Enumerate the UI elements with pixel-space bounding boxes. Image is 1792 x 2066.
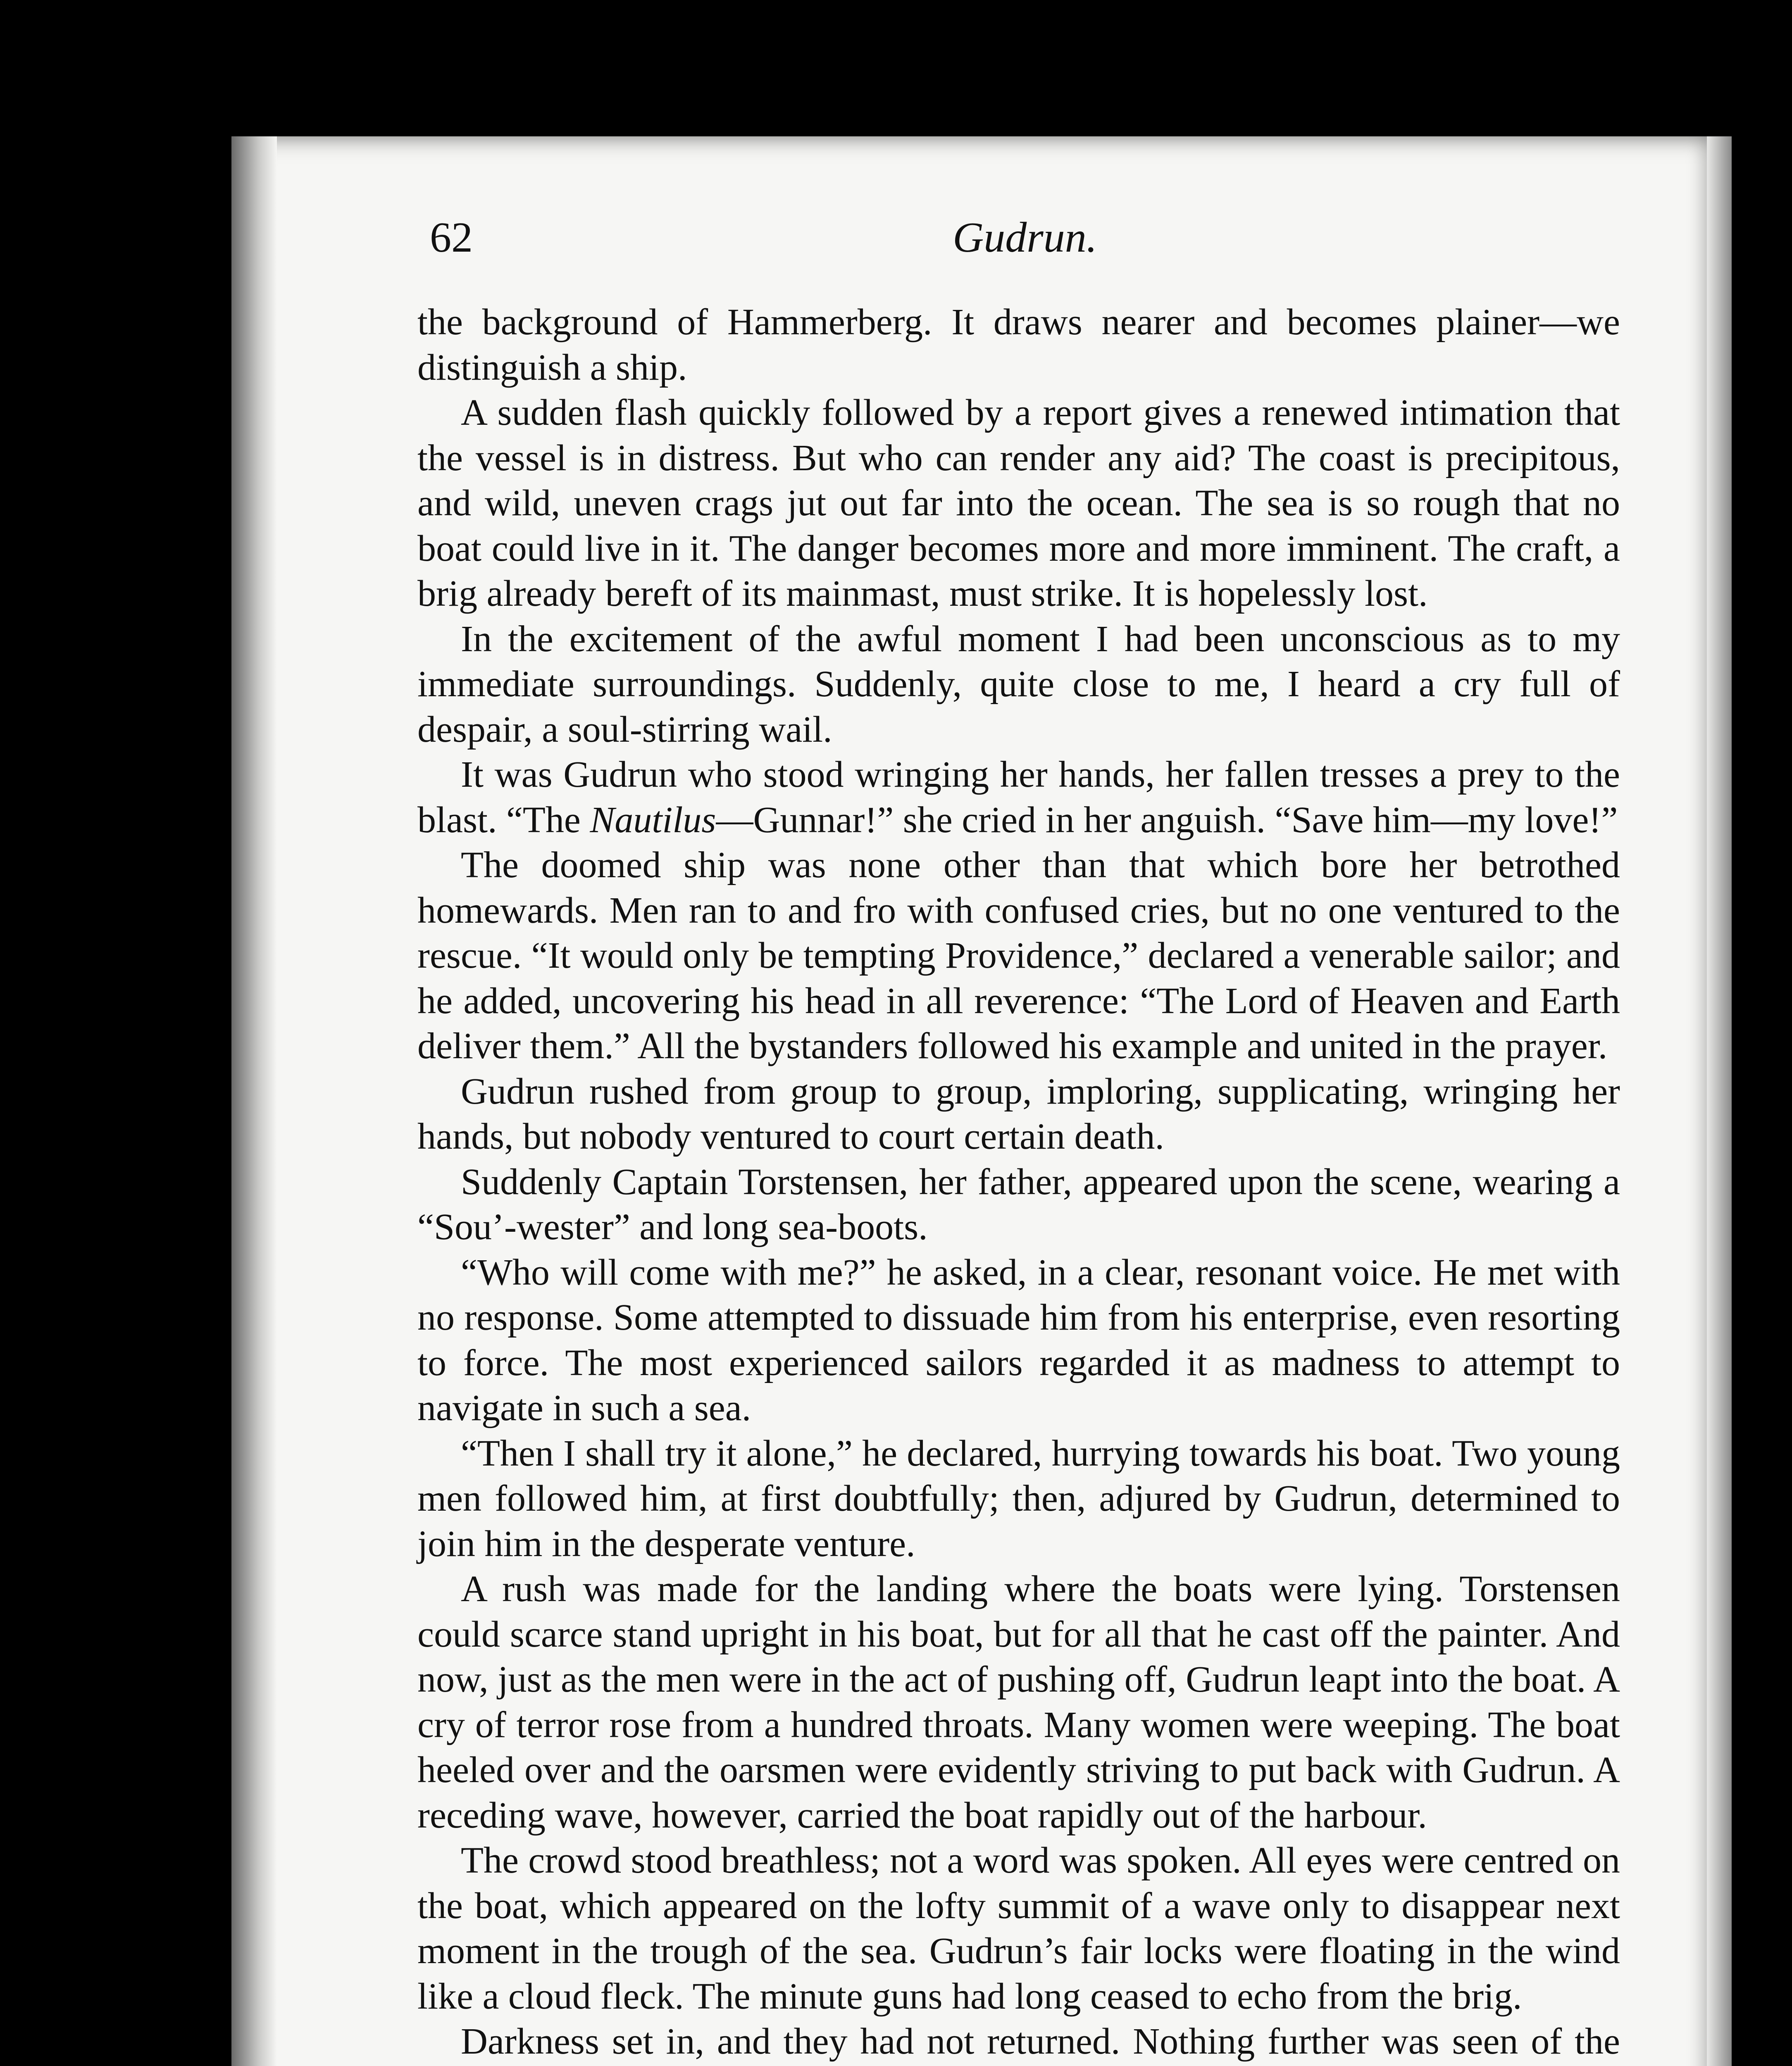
page-right-edge (1707, 136, 1732, 2066)
body-text (417, 300, 1620, 2066)
paragraph: “Who will come with me?” he asked, in a clear, resonant voice. He met with no response. Some attempted to dissuade him from his enterprise, even resorting to force. The most experienced sailors regarded it as madness to attempt to navigate in such a sea. (417, 1252, 1620, 1428)
paragraph: The doomed ship was none other than that which bore her betrothed homewards. Men ran to and fro with confused cries, but no one ventured to the rescue. “It would only be tempting Providence,” declared a venerable sailor; and he added, uncovering his head in all reverence: “The Lord of Heaven and Earth deliver them.” All the bystanders followed his example and united in the prayer. (417, 845, 1620, 1066)
running-head: Gudrun. (953, 214, 1097, 261)
page-gutter-shadow (231, 136, 277, 2066)
paragraph: Gudrun rushed from group to group, imploring, supplicating, wringing her hands, but nobody ventured to court certain death. (417, 1071, 1620, 1157)
paragraph (417, 752, 1620, 843)
page-number: 62 (430, 214, 473, 261)
paragraph: “Then I shall try it alone,” he declared, hurrying towards his boat. Two young men followed him, at first doubtfully; then, adjured by Gudrun, determined to join him in the desperate venture. (417, 1433, 1620, 1564)
paragraph: Suddenly Captain Torstensen, her father, appeared upon the scene, wearing a “Sou’-wester” and long sea-boots. (417, 1161, 1620, 1247)
paragraph: The crowd stood breathless; not a word was spoken. All eyes were centred on the boat, which appeared on the lofty summit of a wave only to disappear next moment in the trough of the sea. Gudrun’s fair locks were floating in the wind like a cloud fleck. The minute guns had long ceased to echo from the brig. (417, 1840, 1620, 2017)
paragraph: A sudden flash quickly followed by a report gives a renewed intimation that the vessel is in distress. But who can render any aid? The coast is precipitous, and wild, uneven crags jut out far into the ocean. The sea is so rough that no boat could live in it. The danger becomes more and more imminent. The craft, a brig already bereft of its mainmast, must strike. It is hopelessly lost. (417, 392, 1620, 614)
paragraph: In the excitement of the awful moment I had been unconscious as to my immediate surroundings. Suddenly, quite close to me, I heard a cry full of despair, a soul-stirring wail. (417, 618, 1620, 750)
page-header (430, 207, 1620, 269)
paragraph-part: It was Gudrun who stood wringing her hands, her fallen tresses a prey to the blast. “The (417, 754, 1620, 840)
ship-name: Nautilus (590, 799, 716, 840)
paragraph: the background of Hammerberg. It draws nearer and becomes plainer—we distinguish a ship. (417, 302, 1620, 388)
paragraph: A rush was made for the landing where the boats were lying. Torstensen could scarce stand upright in his boat, but for all that he cast off the painter. And now, just as the men were in the act of pushing off, Gudrun leapt into the boat. A cry of terror rose from a hundred throats. Many women were weeping. The boat heeled over and the oarsmen were evidently striving to put back with Gudrun. A receding wave, however, carried the boat rapidly out of the harbour. (417, 1569, 1620, 1836)
paragraph-part: —Gunnar!” she cried in her anguish. “Save him—my love!” (716, 799, 1618, 840)
paragraph: Darkness set in, and they had not returned. Nothing further was seen of the (461, 2021, 1620, 2062)
